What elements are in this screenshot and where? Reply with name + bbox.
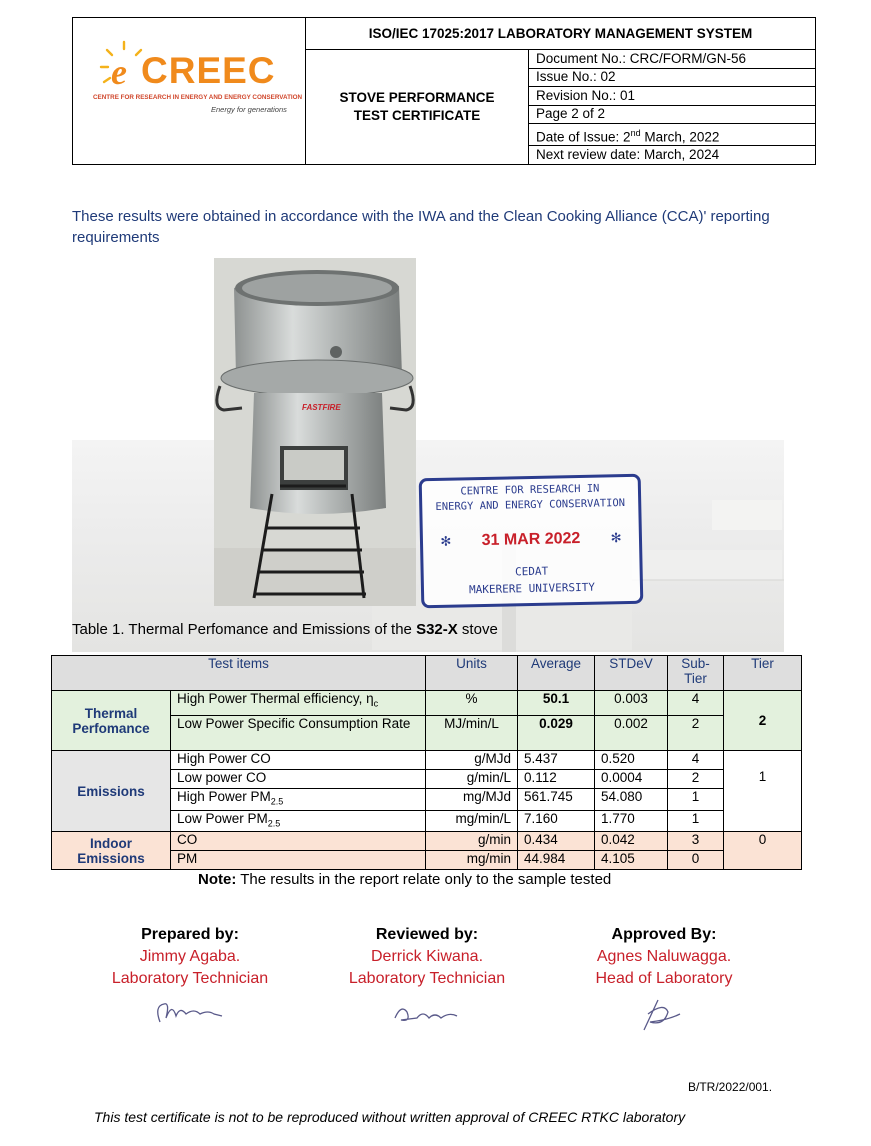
table-row (52, 751, 802, 770)
average-cell: 0.434 (518, 832, 595, 851)
document-number: Document No.: CRC/FORM/GN-56 (529, 49, 816, 68)
next-review-date: Next review date: March, 2024 (529, 146, 816, 165)
signature-reviewed (307, 924, 547, 1037)
subtier-cell: 1 (668, 810, 724, 832)
item-cell: High Power CO (171, 751, 426, 770)
average-cell: 5.437 (518, 751, 595, 770)
table-row (52, 691, 802, 716)
stamp-line3: CEDAT (514, 564, 549, 579)
subtier-cell: 2 (668, 716, 724, 751)
header-stdev: STDeV (595, 656, 668, 691)
signature-prepared (70, 924, 310, 1037)
signature-role: Reviewed by: (375, 926, 479, 943)
tier-thermal: 2 (724, 691, 802, 751)
stdev-cell: 4.105 (595, 851, 668, 870)
average-cell: 0.029 (518, 716, 595, 751)
header-test-items: Test items (52, 656, 426, 691)
logo-slogan: Energy for generations (211, 105, 287, 114)
signature-role: Approved By: (611, 926, 717, 943)
handwritten-signature (150, 996, 230, 1032)
units-cell: mg/MJd (426, 789, 518, 811)
footer-disclaimer: This test certificate is not to be reproduced without written approval of CREEC RTKC laboratory (94, 1109, 686, 1125)
stamp-date: 31 MAR 2022 (481, 529, 581, 550)
certificate-title-line1: STOVE PERFORMANCE (339, 89, 495, 105)
stove-image (214, 258, 416, 606)
intro-paragraph: These results were obtained in accordance with the IWA and the Clean Cooking Alliance (CCA)' reporting requirements (72, 208, 770, 246)
stamp-line4: MAKERERE UNIVERSITY (468, 580, 596, 597)
group-indoor-emissions: Indoor Emissions (52, 832, 171, 870)
logo-tagline: CENTRE FOR RESEARCH IN ENERGY AND ENERGY CONSERVATION (93, 94, 303, 101)
system-title: ISO/IEC 17025:2017 LABORATORY MANAGEMENT SYSTEM (306, 18, 816, 50)
stdev-cell: 1.770 (595, 810, 668, 832)
average-cell: 0.112 (518, 770, 595, 789)
results-note: Note: The results in the report relate only to the sample tested (198, 871, 612, 888)
report-reference: B/TR/2022/001. (688, 1080, 773, 1094)
units-cell: g/MJd (426, 751, 518, 770)
subtier-cell: 0 (668, 851, 724, 870)
certificate-title (306, 49, 529, 164)
units-cell: MJ/min/L (426, 716, 518, 751)
date-of-issue: Date of Issue: 2nd March, 2022 (529, 124, 816, 146)
stdev-cell: 0.0004 (595, 770, 668, 789)
certificate-title-line2: TEST CERTIFICATE (353, 107, 481, 123)
signatory-name: Derrick Kiwana. (370, 948, 484, 965)
units-cell: mg/min/L (426, 810, 518, 832)
average-cell: 44.984 (518, 851, 595, 870)
signature-role: Prepared by: (141, 926, 239, 943)
stdev-cell: 0.520 (595, 751, 668, 770)
units-cell: g/min/L (426, 770, 518, 789)
revision-number: Revision No.: 01 (529, 87, 816, 106)
stdev-cell: 54.080 (595, 789, 668, 811)
table-caption: Table 1. Thermal Perfomance and Emissions of the S32-X stove (72, 621, 498, 638)
stove-brand-label: FASTFIRE (302, 403, 341, 412)
stdev-cell: 0.003 (595, 691, 668, 716)
subtier-cell: 4 (668, 751, 724, 770)
table-header-row (52, 656, 802, 691)
issue-number: Issue No.: 02 (529, 68, 816, 87)
item-cell: PM (171, 851, 426, 870)
subtier-cell: 3 (668, 832, 724, 851)
results-table (51, 655, 802, 870)
group-thermal: Thermal Perfomance (52, 691, 171, 751)
average-cell: 50.1 (518, 691, 595, 716)
average-cell: 561.745 (518, 789, 595, 811)
creec-logo (91, 48, 303, 128)
tier-emissions: 1 (724, 751, 802, 832)
signatory-name: Jimmy Agaba. (139, 948, 241, 965)
stdev-cell: 0.002 (595, 716, 668, 751)
stamp-line1: CENTRE FOR RESEARCH IN (460, 482, 600, 498)
units-cell: % (426, 691, 518, 716)
units-cell: mg/min (426, 851, 518, 870)
stove-photo (214, 258, 416, 606)
header-subtier: Sub-Tier (668, 656, 724, 691)
asterisk-icon: ✻ (440, 530, 451, 550)
average-cell: 7.160 (518, 810, 595, 832)
signatory-title: Laboratory Technician (111, 970, 269, 987)
signatory-title: Head of Laboratory (595, 970, 733, 987)
header-tier: Tier (724, 656, 802, 691)
document-header (72, 17, 816, 165)
units-cell: g/min (426, 832, 518, 851)
subtier-cell: 1 (668, 789, 724, 811)
signature-approved (544, 924, 784, 1037)
handwritten-signature (624, 996, 704, 1032)
header-units: Units (426, 656, 518, 691)
item-cell: High Power Thermal efficiency, $\eta_c$ (171, 691, 426, 716)
tier-indoor: 0 (724, 832, 802, 870)
institution-stamp (419, 474, 644, 609)
handwritten-signature (387, 996, 467, 1032)
stdev-cell: 0.042 (595, 832, 668, 851)
asterisk-icon: ✻ (611, 527, 622, 547)
subtier-cell: 4 (668, 691, 724, 716)
logo-cell (73, 18, 306, 165)
header-average: Average (518, 656, 595, 691)
item-cell: CO (171, 832, 426, 851)
table-row (52, 832, 802, 851)
signatory-title: Laboratory Technician (348, 970, 506, 987)
item-cell: Low Power $PM_{2.5}$ (171, 810, 426, 832)
stamp-line2: ENERGY AND ENERGY CONSERVATION (435, 497, 626, 513)
item-cell: Low power CO (171, 770, 426, 789)
subtier-cell: 2 (668, 770, 724, 789)
page-number: Page 2 of 2 (529, 105, 816, 124)
logo-wordmark: CREEC (141, 50, 276, 91)
item-cell: High Power $PM_{2.5}$ (171, 789, 426, 811)
svg-text:e: e (111, 52, 127, 92)
signatory-name: Agnes Naluwagga. (596, 948, 732, 965)
group-emissions: Emissions (52, 751, 171, 832)
item-cell: Low Power Specific Consumption Rate (171, 716, 426, 751)
